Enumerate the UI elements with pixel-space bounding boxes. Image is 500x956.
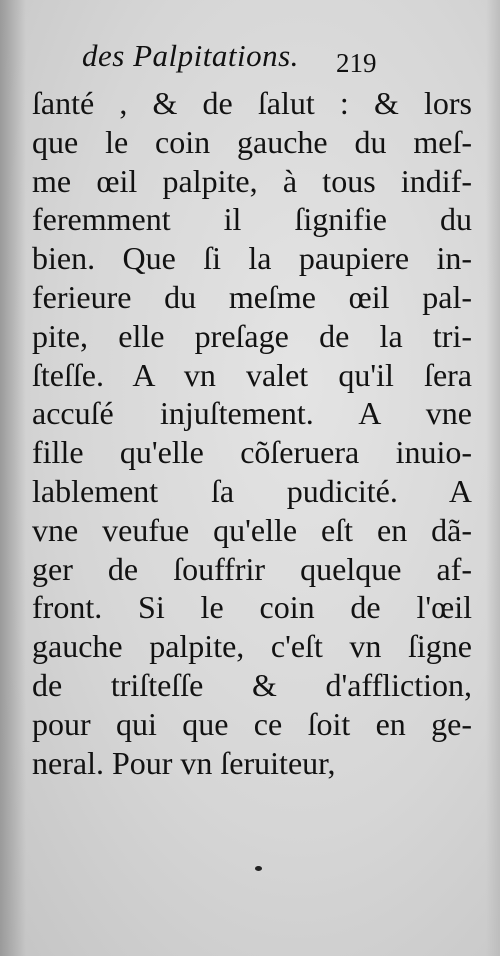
text-line: de triſteſſe & d'affliction, [32, 666, 472, 703]
text-line: front. Si le coin de l'œil [32, 589, 472, 626]
text-line: pite, elle preſage de la tri- [32, 317, 472, 354]
text-line: ſteſſe. A vn valet qu'il ſera [32, 356, 472, 393]
text-line: ger de ſouffrir quelque af- [32, 550, 472, 587]
text-line: me œil palpite, à tous indif- [32, 162, 472, 199]
text-line: pour qui que ce ſoit en ge- [32, 705, 472, 742]
text-line: gauche palpite, c'eſt vn ſigne [32, 628, 472, 665]
printers-mark [255, 866, 262, 871]
text-line: accuſé injuſtement. A vne [32, 395, 472, 432]
text-line: bien. Que ſi la paupiere in- [32, 240, 472, 277]
text-line: vne veufue qu'elle eſt en dã- [32, 511, 472, 548]
text-line: que le coin gauche du meſ- [32, 123, 472, 160]
running-head: des Palpitations. [82, 38, 299, 73]
text-line: fille qu'elle cõſeruera inuio- [32, 434, 472, 471]
text-line: feremment il ſignifie du [32, 201, 472, 238]
text-line: ſanté , & de ſalut : & lors [32, 85, 472, 121]
page-number: 219 [336, 48, 377, 78]
text-line: neral. Pour vn ſeruiteur, [32, 744, 336, 781]
text-line: lablement ſa pudicité. A [32, 472, 472, 509]
body-text [32, 84, 472, 782]
text-line: ferieure du meſme œil pal- [32, 278, 472, 315]
